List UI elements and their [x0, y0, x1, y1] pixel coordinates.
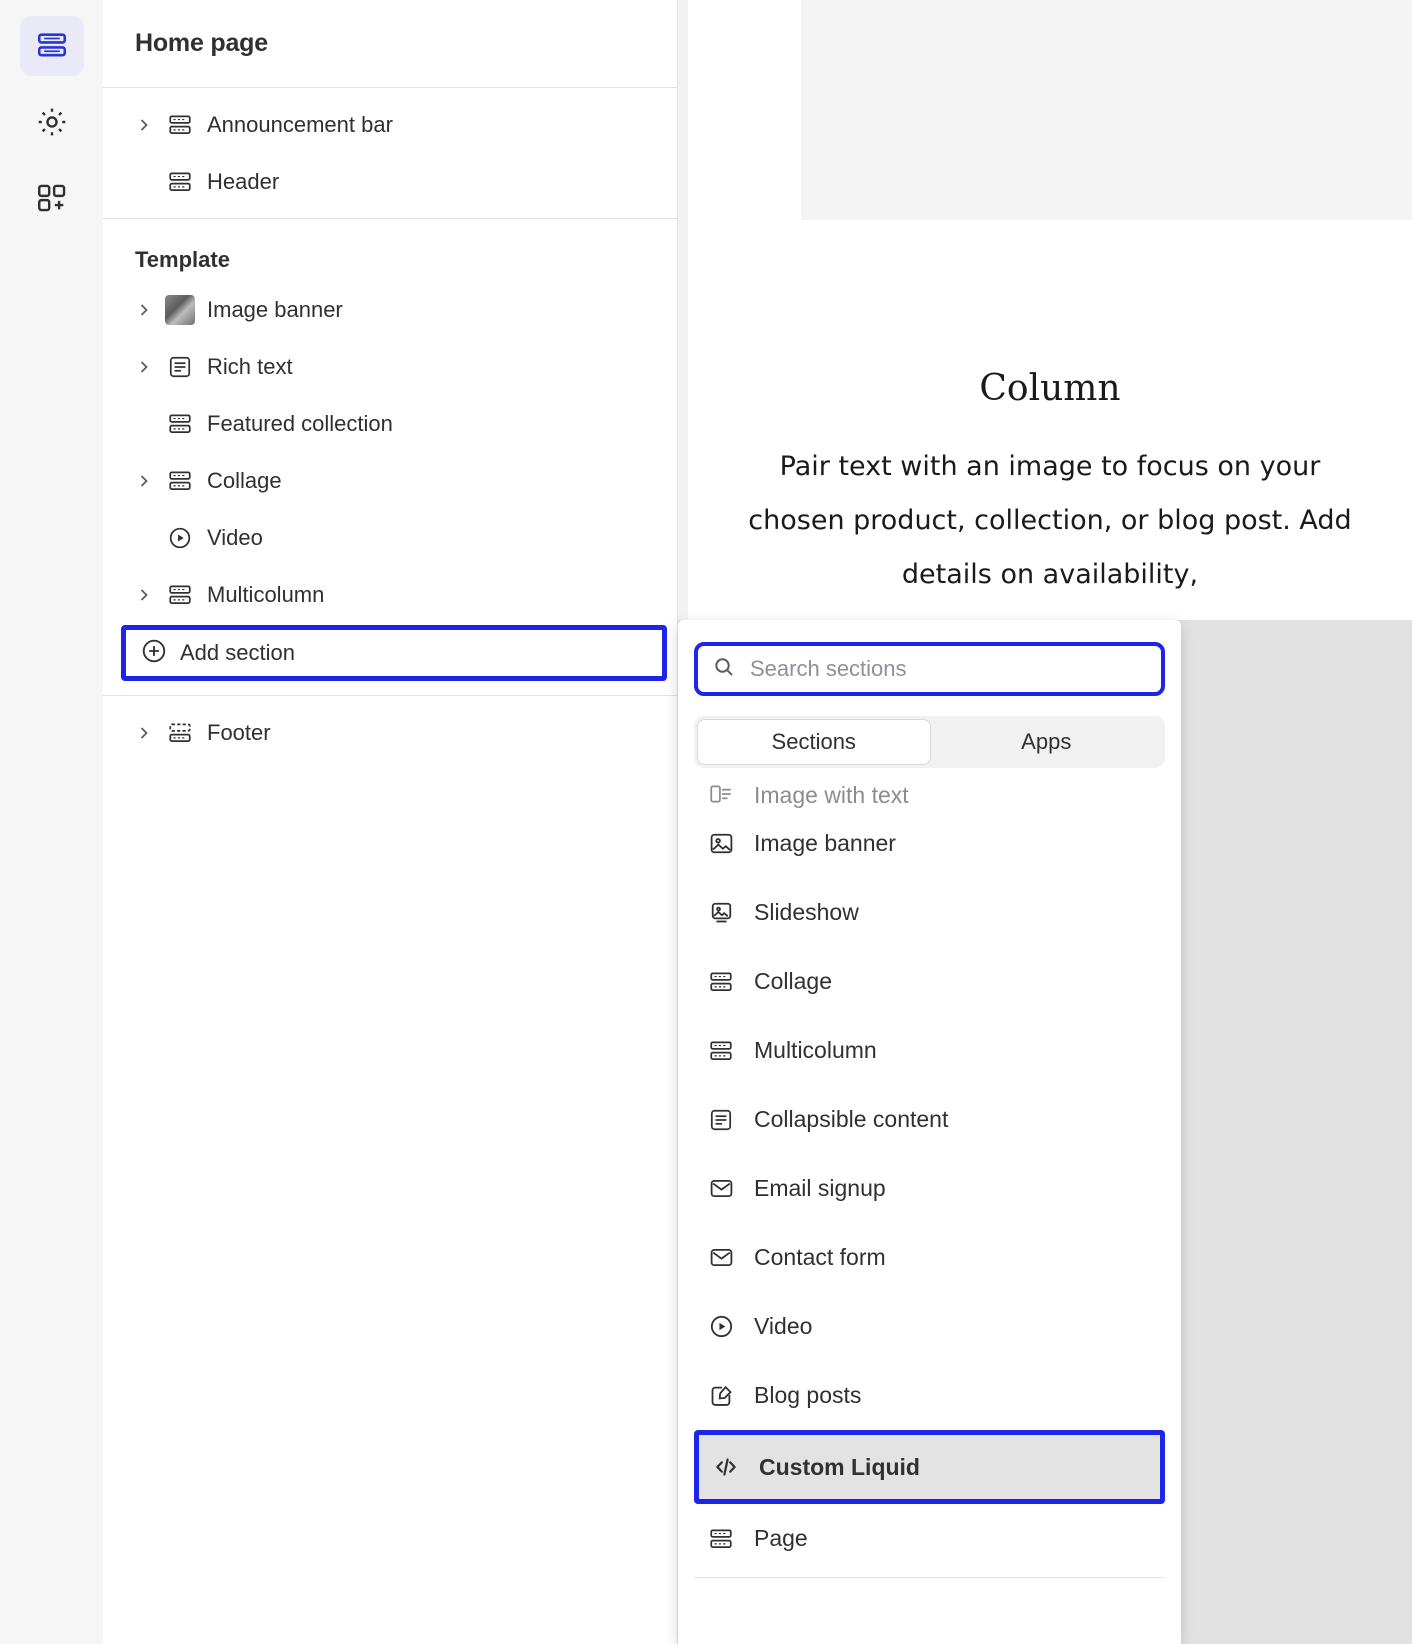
section-icon [706, 1036, 736, 1066]
sidebar-group-footer [103, 696, 677, 769]
chevron-right-icon[interactable] [135, 358, 153, 376]
chevron-right-icon[interactable] [135, 301, 153, 319]
sidebar-item-image-banner[interactable] [103, 281, 677, 338]
email-icon [706, 1243, 736, 1273]
sections-list[interactable] [678, 775, 1181, 1644]
add-section-popover [678, 620, 1181, 1644]
sidebar-item-collage[interactable] [103, 452, 677, 509]
sidebar-item-label: Header [207, 168, 280, 194]
sidebar-item-featured-collection[interactable] [103, 395, 677, 452]
sidebar-group-title: Template [135, 247, 230, 272]
sidebar-item-label: Video [207, 524, 263, 550]
chevron-right-icon[interactable] [135, 116, 153, 134]
sidebar-item-video[interactable] [103, 509, 677, 566]
search-sections-box[interactable] [694, 642, 1165, 696]
search-wrapper [694, 642, 1165, 696]
preview-heading: Column [979, 368, 1121, 409]
popover-tabs [694, 716, 1165, 768]
sections-icon [35, 29, 69, 63]
section-icon [165, 580, 195, 610]
tab-apps[interactable]: Apps [1021, 729, 1072, 754]
text-icon [165, 352, 195, 382]
add-section-wrapper [121, 625, 667, 681]
list-item-page[interactable] [694, 1504, 1165, 1573]
chevron-right-icon[interactable] [135, 586, 153, 604]
list-item-image-banner[interactable] [694, 809, 1165, 878]
section-icon [706, 967, 736, 997]
image-icon [706, 829, 736, 859]
code-icon [711, 1452, 741, 1482]
add-section-label: Add section [180, 640, 295, 665]
image-text-icon [706, 779, 736, 809]
list-item-label: Custom Liquid [759, 1453, 920, 1480]
list-item-label: Image banner [754, 830, 896, 856]
preview-body-text: Pair text with an image to focus on your chosen product, collection, or blog post. Add details on availability, [748, 451, 1352, 590]
sidebar-header [103, 0, 677, 88]
list-item-label: Email signup [754, 1175, 886, 1201]
list-divider [694, 1577, 1165, 1578]
sidebar-item-header[interactable] [103, 153, 677, 210]
chevron-right-icon[interactable] [135, 724, 153, 742]
rail-item-theme-settings[interactable] [20, 92, 84, 152]
text-icon [706, 1105, 736, 1135]
blog-icon [706, 1381, 736, 1411]
list-item-slideshow[interactable] [694, 878, 1165, 947]
sidebar-item-label: Announcement bar [207, 111, 393, 137]
sidebar-item-multicolumn[interactable] [103, 566, 677, 623]
sidebar-group-template [103, 219, 677, 691]
list-item-label: Collapsible content [754, 1106, 949, 1132]
list-item-collage[interactable] [694, 947, 1165, 1016]
list-item-label: Contact form [754, 1244, 886, 1270]
list-item-label: Image with text [754, 782, 909, 808]
list-item-label: Video [754, 1313, 813, 1339]
sidebar-group-top [103, 88, 677, 219]
sidebar-item-label: Featured collection [207, 410, 393, 436]
list-item-multicolumn[interactable] [694, 1016, 1165, 1085]
list-item-blog-posts[interactable] [694, 1361, 1165, 1430]
search-icon [712, 655, 736, 684]
image-thumbnail [165, 295, 195, 325]
section-icon [706, 1524, 736, 1554]
email-icon [706, 1174, 736, 1204]
search-input[interactable] [748, 655, 1147, 683]
list-item-email-signup[interactable] [694, 1154, 1165, 1223]
footer-icon [165, 718, 195, 748]
list-item-contact-form[interactable] [694, 1223, 1165, 1292]
sidebar-item-label: Image banner [207, 296, 343, 322]
sections-sidebar [103, 0, 678, 1644]
play-icon [706, 1312, 736, 1342]
add-section-button[interactable] [121, 625, 667, 681]
section-icon [165, 409, 195, 439]
apps-icon [35, 181, 69, 215]
list-item-label: Page [754, 1525, 808, 1551]
list-item-label: Blog posts [754, 1382, 862, 1408]
sidebar-item-announcement-bar[interactable] [103, 96, 677, 153]
list-item-label: Multicolumn [754, 1037, 877, 1063]
sidebar-item-label: Collage [207, 467, 282, 493]
sidebar-item-label: Multicolumn [207, 581, 325, 607]
icon-rail [0, 0, 103, 1644]
tab-sections[interactable]: Sections [697, 719, 931, 765]
list-item-label: Collage [754, 968, 832, 994]
gear-icon [35, 105, 69, 139]
slideshow-icon [706, 898, 736, 928]
list-item-custom-liquid[interactable] [694, 1430, 1165, 1504]
rail-item-apps[interactable] [20, 168, 84, 228]
sidebar-item-label: Footer [207, 719, 271, 745]
section-icon [165, 167, 195, 197]
list-item-collapsible-content[interactable] [694, 1085, 1165, 1154]
plus-circle-icon [140, 637, 168, 670]
page-title: Home page [135, 29, 268, 57]
chevron-right-icon[interactable] [135, 472, 153, 490]
list-item-video[interactable] [694, 1292, 1165, 1361]
list-item-image-with-text[interactable] [694, 775, 1165, 809]
rail-item-sections[interactable] [20, 16, 84, 76]
play-icon [165, 523, 195, 553]
sidebar-item-label: Rich text [207, 353, 293, 379]
sidebar-item-rich-text[interactable] [103, 338, 677, 395]
sidebar-item-footer[interactable] [103, 704, 677, 761]
section-icon [165, 466, 195, 496]
list-item-label: Slideshow [754, 899, 859, 925]
section-icon [165, 110, 195, 140]
preview-image-placeholder [801, 0, 1412, 220]
